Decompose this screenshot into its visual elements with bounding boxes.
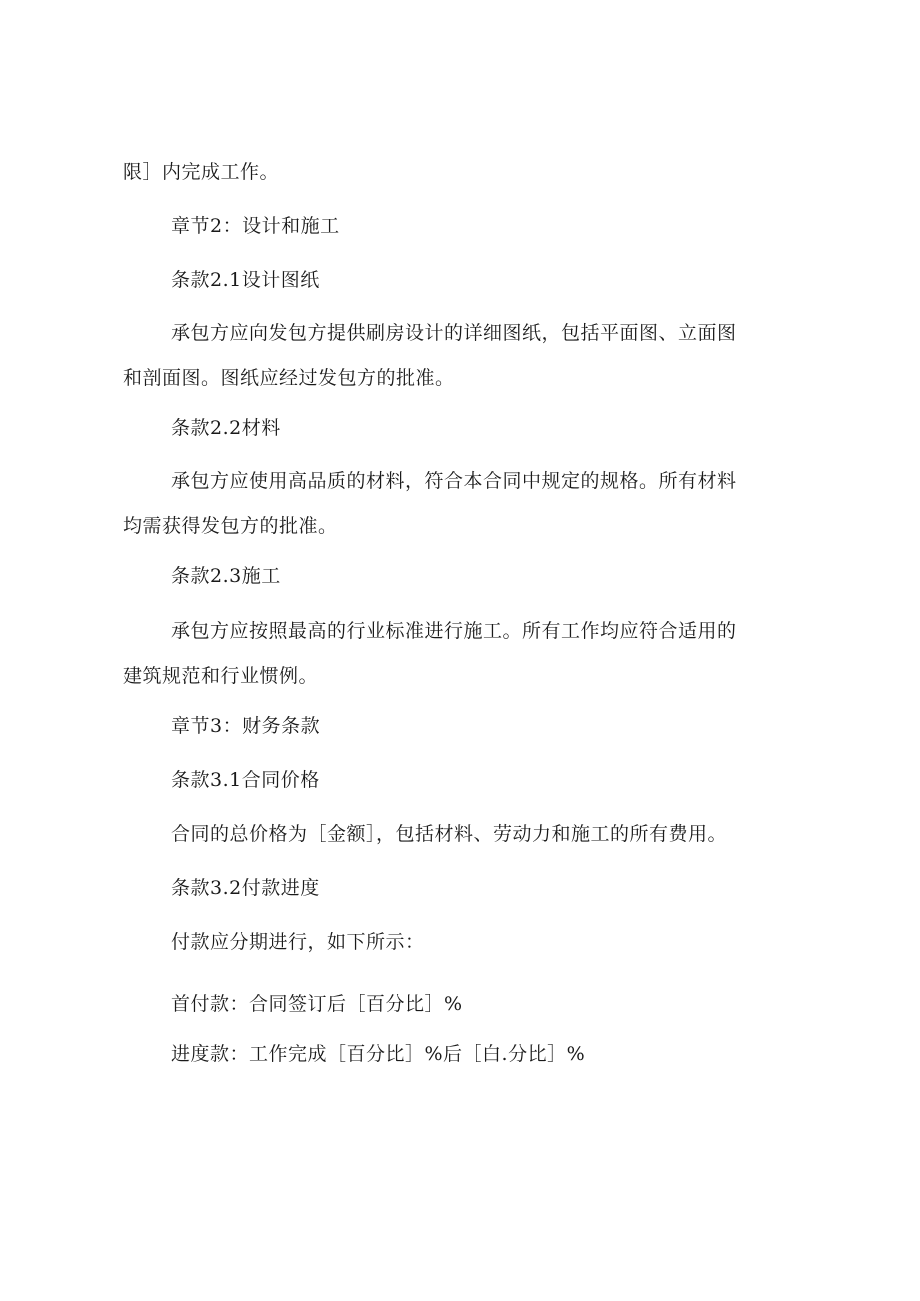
- chapter-2-heading: 章节2：设计和施工: [171, 215, 340, 237]
- clause-3-1-heading: 条款3.1合同价格: [171, 769, 320, 791]
- clause-2-1-text: 承包方应向发包方提供刷房设计的详细图纸，包括平面图、立面图和剖面图。图纸应经过发包方的批准。: [123, 322, 737, 389]
- clause-3-1-text: 合同的总价格为［金额］，包括材料、劳动力和施工的所有费用。: [171, 823, 728, 845]
- clause-3-2-heading: 条款3.2付款进度: [171, 877, 320, 899]
- clause-2-3-heading: 条款2.3施工: [171, 565, 281, 587]
- clause-2-2-heading: 条款2.2材料: [171, 417, 281, 439]
- clause-2-2-text: 承包方应使用高品质的材料，符合本合同中规定的规格。所有材料均需获得发包方的批准。: [123, 470, 737, 537]
- clause-2-3-text: 承包方应按照最高的行业标准进行施工。所有工作均应符合适用的建筑规范和行业惯例。: [123, 620, 737, 687]
- chapter-3-heading: 章节3：财务条款: [171, 715, 321, 737]
- clause-2-1-heading: 条款2.1设计图纸: [171, 269, 320, 291]
- payment-first-installment: 首付款：合同签订后［百分比］%: [171, 993, 463, 1015]
- clause-3-2-intro: 付款应分期进行，如下所示：: [171, 931, 425, 953]
- payment-progress-installment: 进度款：工作完成［百分比］%后［白.分比］%: [171, 1043, 586, 1065]
- continuation-text: 限］内完成工作。: [123, 161, 280, 183]
